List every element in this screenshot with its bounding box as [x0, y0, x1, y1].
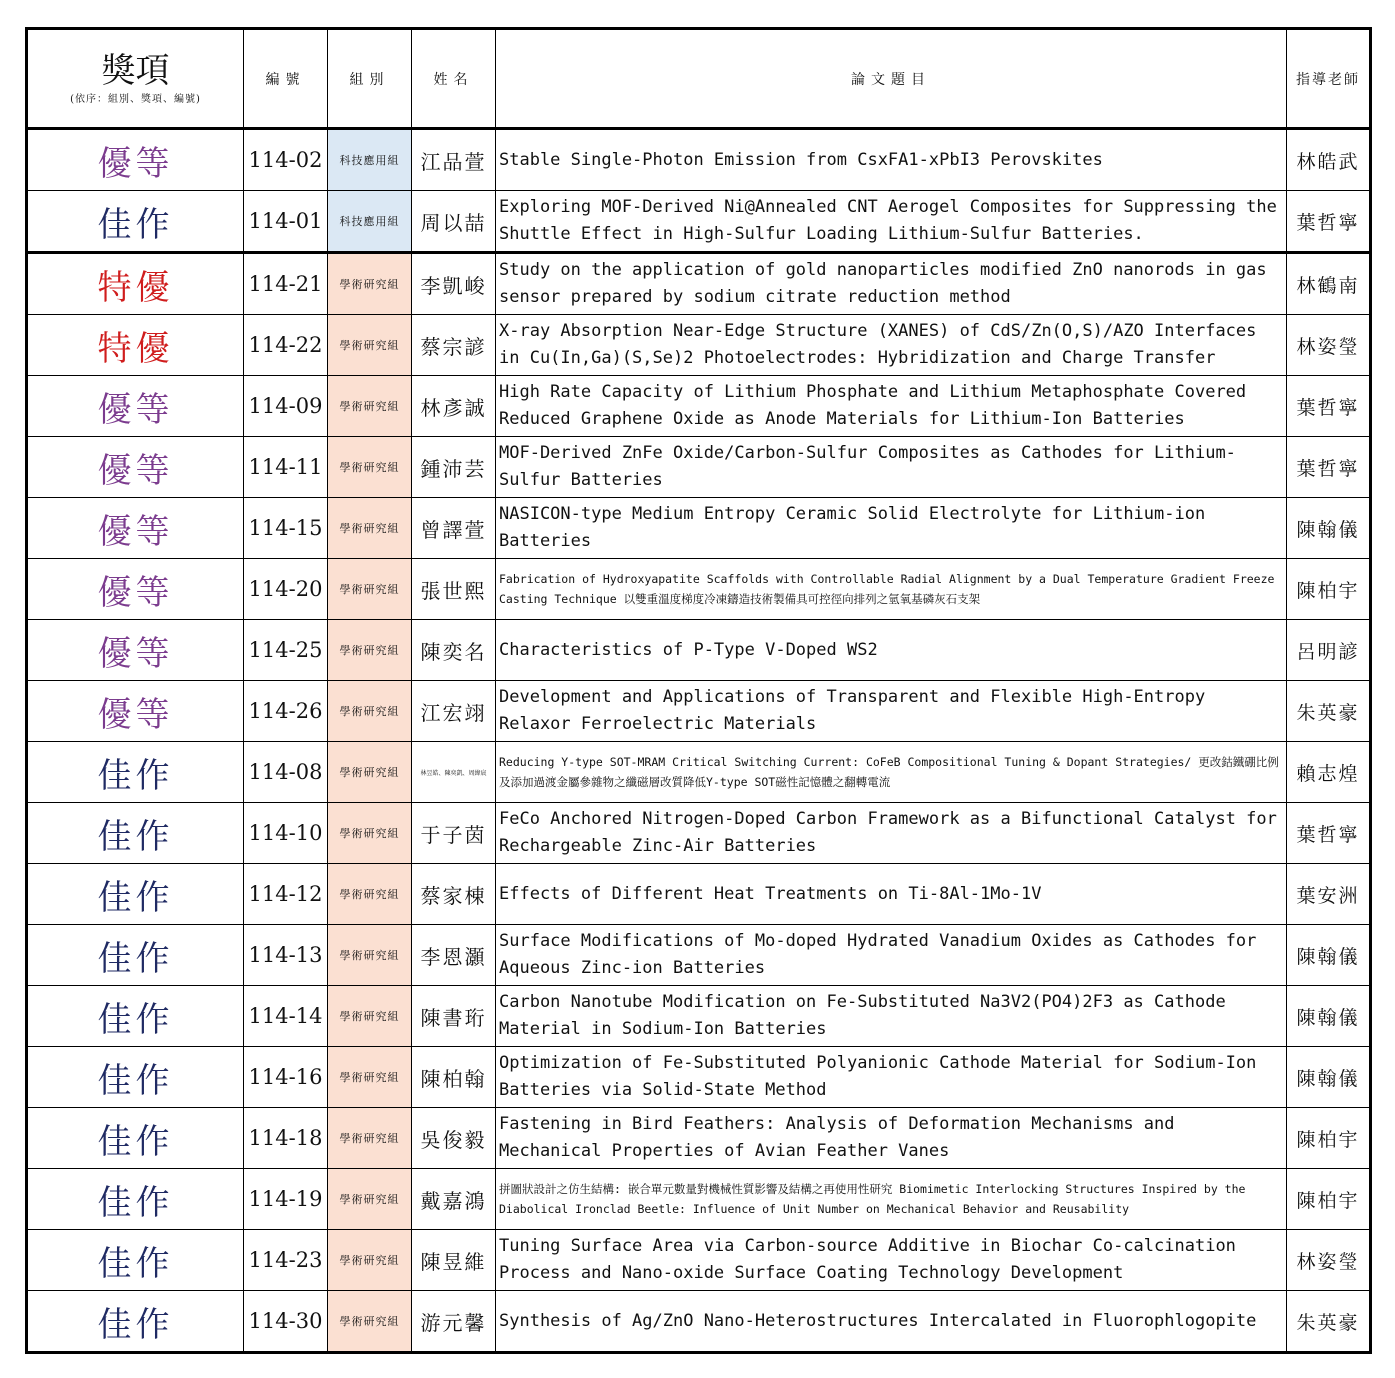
id-cell: 114-19 — [244, 1169, 328, 1230]
awards-table — [25, 27, 1372, 1354]
name-cell: 陳書珩 — [412, 986, 496, 1047]
name-cell: 于子茵 — [412, 803, 496, 864]
title-cell: NASICON-type Medium Entropy Ceramic Solid Electrolyte for Lithium-ion Batteries — [496, 498, 1287, 559]
name-cell: 林昱皓、陳奕凱、周緯宸 — [412, 742, 496, 803]
header-advisor-cell — [1287, 29, 1371, 129]
table-row — [27, 1108, 1371, 1169]
table-row — [27, 253, 1371, 315]
id-cell: 114-02 — [244, 129, 328, 191]
title-cell: Optimization of Fe-Substituted Polyanionic Cathode Material for Sodium-Ion Batteries via Solid-State Method — [496, 1047, 1287, 1108]
id-cell: 114-15 — [244, 498, 328, 559]
id-cell: 114-11 — [244, 437, 328, 498]
group-cell: 學術研究組 — [328, 620, 412, 681]
group-cell: 學術研究組 — [328, 559, 412, 620]
table-row — [27, 129, 1371, 191]
group-cell: 學術研究組 — [328, 1230, 412, 1291]
name-cell: 李恩灝 — [412, 925, 496, 986]
award-cell: 佳作 — [27, 742, 244, 803]
table-row — [27, 1047, 1371, 1108]
name-cell: 江品萱 — [412, 129, 496, 191]
header-award-note: (依序：組別、獎項、編號) — [70, 94, 201, 105]
table-row — [27, 191, 1371, 253]
title-cell: Characteristics of P-Type V-Doped WS2 — [496, 620, 1287, 681]
title-cell: X-ray Absorption Near-Edge Structure (XANES) of CdS/Zn(O,S)/AZO Interfaces in Cu(In,Ga)(S,Se)2 Photoelectrodes: Hybridization and Charge Transfer — [496, 315, 1287, 376]
title-cell: Tuning Surface Area via Carbon-source Additive in Biochar Co-calcination Process and Nano-oxide Surface Coating Technology Development — [496, 1230, 1287, 1291]
group-cell: 學術研究組 — [328, 803, 412, 864]
advisor-cell: 葉哲寧 — [1287, 376, 1371, 437]
award-cell: 佳作 — [27, 1047, 244, 1108]
table-row — [27, 437, 1371, 498]
name-cell: 林彥誠 — [412, 376, 496, 437]
advisor-cell: 林皓武 — [1287, 129, 1371, 191]
award-cell: 佳作 — [27, 1169, 244, 1230]
advisor-cell: 陳柏宇 — [1287, 1169, 1371, 1230]
name-cell: 李凱峻 — [412, 253, 496, 315]
title-cell: MOF-Derived ZnFe Oxide/Carbon-Sulfur Composites as Cathodes for Lithium-Sulfur Batteries — [496, 437, 1287, 498]
award-cell: 優等 — [27, 559, 244, 620]
table-row — [27, 864, 1371, 925]
group-cell: 科技應用組 — [328, 191, 412, 253]
id-cell: 114-12 — [244, 864, 328, 925]
header-id: 編號 — [265, 71, 306, 88]
title-cell: FeCo Anchored Nitrogen-Doped Carbon Framework as a Bifunctional Catalyst for Rechargeable Zinc-Air Batteries — [496, 803, 1287, 864]
advisor-cell: 呂明諺 — [1287, 620, 1371, 681]
advisor-cell: 陳翰儀 — [1287, 1047, 1371, 1108]
advisor-cell: 陳翰儀 — [1287, 925, 1371, 986]
title-cell: High Rate Capacity of Lithium Phosphate and Lithium Metaphosphate Covered Reduced Graphene Oxide as Anode Materials for Lithium-Ion Batteries — [496, 376, 1287, 437]
award-cell: 優等 — [27, 376, 244, 437]
title-cell: Fastening in Bird Feathers: Analysis of Deformation Mechanisms and Mechanical Properties of Avian Feather Vanes — [496, 1108, 1287, 1169]
advisor-cell: 葉哲寧 — [1287, 191, 1371, 253]
advisor-cell: 陳柏宇 — [1287, 1108, 1371, 1169]
header-award-cell — [27, 29, 244, 129]
header-id-cell — [244, 29, 328, 129]
title-cell: Synthesis of Ag/ZnO Nano-Heterostructures Intercalated in Fluorophlogopite — [496, 1291, 1287, 1353]
award-cell: 佳作 — [27, 864, 244, 925]
name-cell: 吳俊毅 — [412, 1108, 496, 1169]
name-cell: 蔡宗諺 — [412, 315, 496, 376]
name-cell: 陳柏翰 — [412, 1047, 496, 1108]
name-cell: 游元馨 — [412, 1291, 496, 1353]
table-row — [27, 803, 1371, 864]
advisor-cell: 林姿瑩 — [1287, 1230, 1371, 1291]
award-cell: 佳作 — [27, 1108, 244, 1169]
advisor-cell: 陳柏宇 — [1287, 559, 1371, 620]
group-cell: 學術研究組 — [328, 986, 412, 1047]
table-row — [27, 1291, 1371, 1353]
id-cell: 114-21 — [244, 253, 328, 315]
advisor-cell: 陳翰儀 — [1287, 498, 1371, 559]
name-cell: 蔡家棟 — [412, 864, 496, 925]
id-cell: 114-26 — [244, 681, 328, 742]
advisor-cell: 朱英豪 — [1287, 1291, 1371, 1353]
title-cell: Surface Modifications of Mo-doped Hydrated Vanadium Oxides as Cathodes for Aqueous Zinc-ion Batteries — [496, 925, 1287, 986]
id-cell: 114-09 — [244, 376, 328, 437]
table-row — [27, 376, 1371, 437]
title-cell: Effects of Different Heat Treatments on Ti-8Al-1Mo-1V — [496, 864, 1287, 925]
group-cell: 學術研究組 — [328, 681, 412, 742]
id-cell: 114-01 — [244, 191, 328, 253]
advisor-cell: 葉哲寧 — [1287, 803, 1371, 864]
header-title-cell — [496, 29, 1287, 129]
table-row — [27, 742, 1371, 803]
award-cell: 優等 — [27, 437, 244, 498]
group-cell: 學術研究組 — [328, 315, 412, 376]
advisor-cell: 朱英豪 — [1287, 681, 1371, 742]
id-cell: 114-16 — [244, 1047, 328, 1108]
id-cell: 114-13 — [244, 925, 328, 986]
award-cell: 佳作 — [27, 1291, 244, 1353]
group-cell: 學術研究組 — [328, 1169, 412, 1230]
group-cell: 學術研究組 — [328, 925, 412, 986]
title-cell: Exploring MOF-Derived Ni@Annealed CNT Aerogel Composites for Suppressing the Shuttle Effect in High-Sulfur Loading Lithium-Sulfur Batteries. — [496, 191, 1287, 253]
title-cell: Carbon Nanotube Modification on Fe-Substituted Na3V2(PO4)2F3 as Cathode Material in Sodium-Ion Batteries — [496, 986, 1287, 1047]
award-cell: 佳作 — [27, 191, 244, 253]
title-cell: Stable Single-Photon Emission from CsxFA1-xPbI3 Perovskites — [496, 129, 1287, 191]
name-cell: 周以喆 — [412, 191, 496, 253]
id-cell: 114-08 — [244, 742, 328, 803]
header-group-cell — [328, 29, 412, 129]
table-row — [27, 986, 1371, 1047]
group-cell: 學術研究組 — [328, 1291, 412, 1353]
award-cell: 優等 — [27, 620, 244, 681]
award-cell: 佳作 — [27, 986, 244, 1047]
id-cell: 114-10 — [244, 803, 328, 864]
advisor-cell: 陳翰儀 — [1287, 986, 1371, 1047]
table-row — [27, 498, 1371, 559]
table-row — [27, 620, 1371, 681]
header-name-cell — [412, 29, 496, 129]
id-cell: 114-20 — [244, 559, 328, 620]
name-cell: 陳奕名 — [412, 620, 496, 681]
header-row — [27, 29, 1371, 129]
name-cell: 張世熙 — [412, 559, 496, 620]
id-cell: 114-30 — [244, 1291, 328, 1353]
award-cell: 特優 — [27, 253, 244, 315]
award-cell: 優等 — [27, 498, 244, 559]
group-cell: 學術研究組 — [328, 742, 412, 803]
header-name: 姓名 — [433, 71, 474, 88]
header-group: 組別 — [349, 71, 390, 88]
id-cell: 114-14 — [244, 986, 328, 1047]
group-cell: 學術研究組 — [328, 376, 412, 437]
group-cell: 學術研究組 — [328, 253, 412, 315]
award-cell: 佳作 — [27, 803, 244, 864]
awards-table-body — [27, 29, 1371, 1353]
header-award: 獎項 — [101, 51, 170, 91]
id-cell: 114-23 — [244, 1230, 328, 1291]
award-cell: 佳作 — [27, 1230, 244, 1291]
group-cell: 科技應用組 — [328, 129, 412, 191]
name-cell: 戴嘉鴻 — [412, 1169, 496, 1230]
title-cell: Reducing Y-type SOT-MRAM Critical Switching Current: CoFeB Compositional Tuning & Dopant Strategies/ 更改鈷鐵硼比例及添加過渡金屬參雜物之纖磁層改質降低Y-type SOT磁性記憶體之翻轉電流 — [496, 742, 1287, 803]
table-row — [27, 1230, 1371, 1291]
id-cell: 114-25 — [244, 620, 328, 681]
name-cell: 曾譯萱 — [412, 498, 496, 559]
award-cell: 優等 — [27, 681, 244, 742]
table-row — [27, 925, 1371, 986]
name-cell: 江宏翊 — [412, 681, 496, 742]
title-cell: Fabrication of Hydroxyapatite Scaffolds with Controllable Radial Alignment by a Dual Temperature Gradient Freeze Casting Technique 以雙重溫度梯度冷凍鑄造技術製備具可控徑向排列之氫氧基磷灰石支架 — [496, 559, 1287, 620]
id-cell: 114-22 — [244, 315, 328, 376]
group-cell: 學術研究組 — [328, 437, 412, 498]
group-cell: 學術研究組 — [328, 864, 412, 925]
group-cell: 學術研究組 — [328, 1047, 412, 1108]
name-cell: 陳昱維 — [412, 1230, 496, 1291]
advisor-cell: 林鶴南 — [1287, 253, 1371, 315]
group-cell: 學術研究組 — [328, 498, 412, 559]
title-cell: Development and Applications of Transparent and Flexible High-Entropy Relaxor Ferroelectric Materials — [496, 681, 1287, 742]
table-row — [27, 681, 1371, 742]
title-cell: 拼圖狀設計之仿生結構: 嵌合單元數量對機械性質影響及結構之再使用性研究 Biomimetic Interlocking Structures Inspired by the Diabolical Ironclad Beetle: Influence of Unit Number on Mechanical Behavior and Reusability — [496, 1169, 1287, 1230]
award-cell: 佳作 — [27, 925, 244, 986]
advisor-cell: 賴志煌 — [1287, 742, 1371, 803]
header-title: 論文題目 — [851, 71, 931, 88]
advisor-cell: 葉哲寧 — [1287, 437, 1371, 498]
id-cell: 114-18 — [244, 1108, 328, 1169]
award-cell: 優等 — [27, 129, 244, 191]
name-cell: 鍾沛芸 — [412, 437, 496, 498]
table-row — [27, 559, 1371, 620]
group-cell: 學術研究組 — [328, 1108, 412, 1169]
table-row — [27, 315, 1371, 376]
title-cell: Study on the application of gold nanoparticles modified ZnO nanorods in gas sensor prepared by sodium citrate reduction method — [496, 253, 1287, 315]
header-advisor: 指導老師 — [1296, 71, 1360, 88]
advisor-cell: 葉安洲 — [1287, 864, 1371, 925]
table-row — [27, 1169, 1371, 1230]
advisor-cell: 林姿瑩 — [1287, 315, 1371, 376]
award-cell: 特優 — [27, 315, 244, 376]
